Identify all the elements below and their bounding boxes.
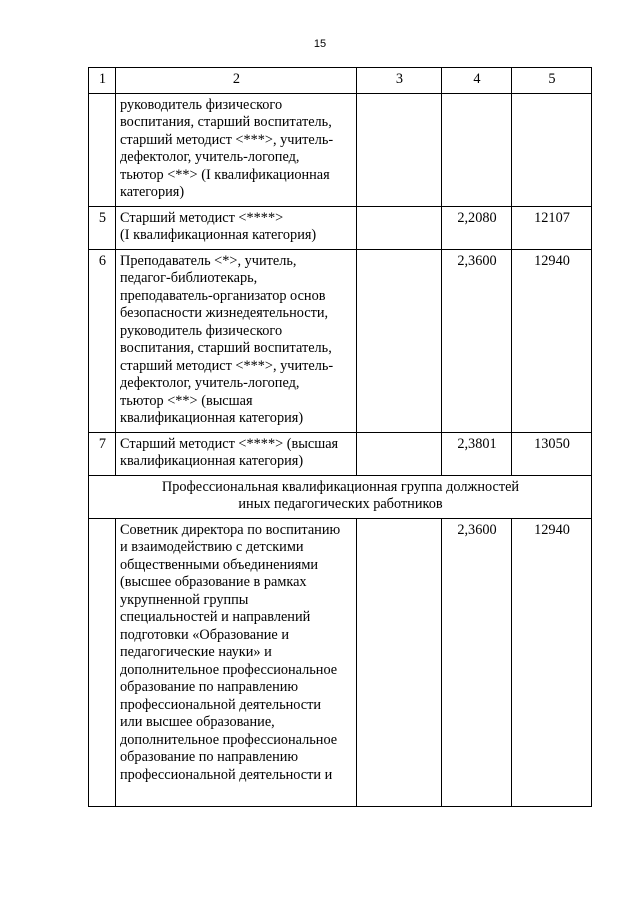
table-header-row: [89, 68, 592, 94]
row-number: 7: [89, 432, 116, 475]
column-header-4: 4: [442, 68, 512, 94]
group-heading: Профессиональная квалификационная группа должностей иных педагогических работников: [89, 475, 592, 518]
salary-value: 12940: [512, 249, 592, 432]
column-3-value: [357, 206, 442, 249]
table-row: [89, 432, 592, 475]
salary-table: [88, 67, 592, 807]
column-header-3: 3: [357, 68, 442, 94]
column-header-1: 1: [89, 68, 116, 94]
row-number: [89, 518, 116, 807]
position-title: Старший методист <****> (I квалификационная категория): [116, 206, 357, 249]
salary-value: [512, 93, 592, 206]
table-row: [89, 518, 592, 807]
position-title: Преподаватель <*>, учитель, педагог-библиотекарь, преподаватель-организатор основ безопасности жизнедеятельности, руководитель физического воспитания, старший воспитатель, старший методист <***>, учитель- дефектолог, учитель-логопед, тьютор <**> (высшая квалификационная категория): [116, 249, 357, 432]
table-row: [89, 206, 592, 249]
position-title: Старший методист <****> (высшая квалификационная категория): [116, 432, 357, 475]
salary-value: 12107: [512, 206, 592, 249]
coefficient-value: 2,3600: [442, 249, 512, 432]
coefficient-value: 2,3600: [442, 518, 512, 807]
row-number: 6: [89, 249, 116, 432]
coefficient-value: 2,3801: [442, 432, 512, 475]
page-number: 15: [313, 38, 327, 50]
coefficient-value: 2,2080: [442, 206, 512, 249]
table-row: [89, 249, 592, 432]
column-header-5: 5: [512, 68, 592, 94]
column-header-2: 2: [116, 68, 357, 94]
position-title: Советник директора по воспитанию и взаимодействию с детскими общественными объединениями (высшее образование в рамках укрупненной группы специальностей и направлений подготовки «Образование и педагогические науки» и дополнительное профессиональное образование по направлению профессиональной деятельности или высшее образование, дополнительное профессиональное образование по направлению профессиональной деятельности и: [116, 518, 357, 807]
table-row: [89, 93, 592, 206]
salary-value: 13050: [512, 432, 592, 475]
position-title: руководитель физического воспитания, старший воспитатель, старший методист <***>, учитель- дефектолог, учитель-логопед, тьютор <**> (I квалификационная категория): [116, 93, 357, 206]
column-3-value: [357, 432, 442, 475]
row-number: 5: [89, 206, 116, 249]
row-number: [89, 93, 116, 206]
column-3-value: [357, 249, 442, 432]
column-3-value: [357, 518, 442, 807]
coefficient-value: [442, 93, 512, 206]
salary-value: 12940: [512, 518, 592, 807]
group-heading-row: [89, 475, 592, 518]
column-3-value: [357, 93, 442, 206]
